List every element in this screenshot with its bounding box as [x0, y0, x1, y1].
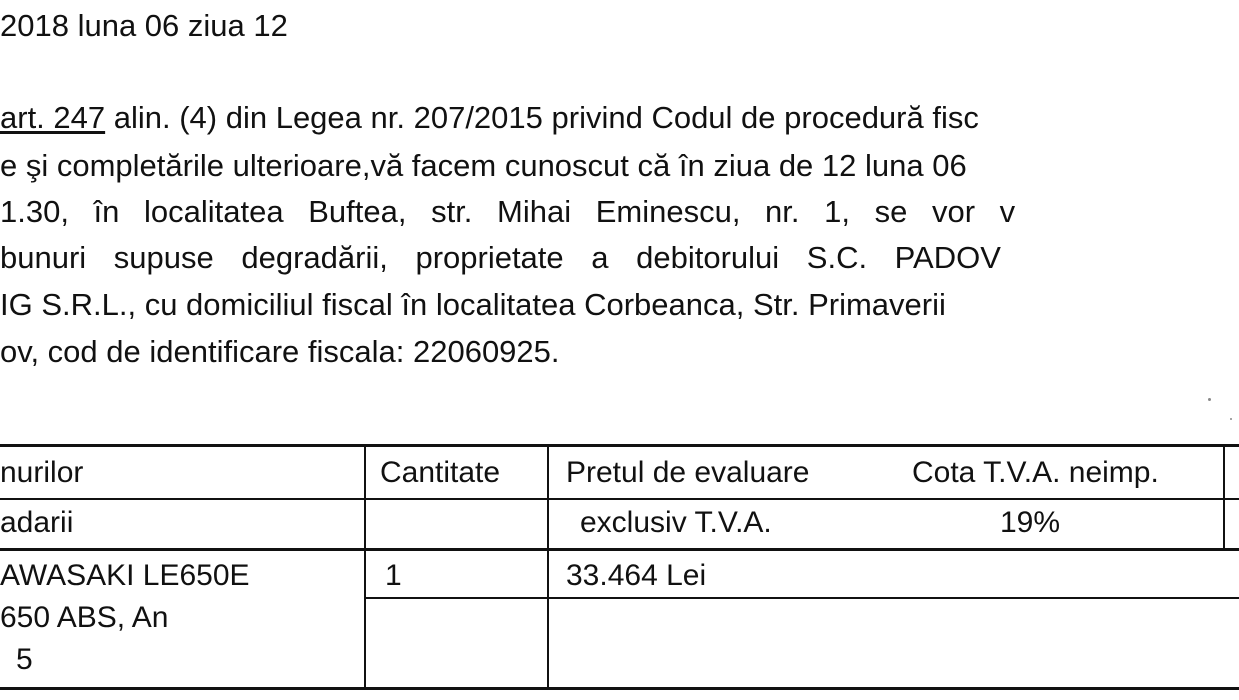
paragraph-line-5: IG S.R.L., cu domiciliul fiscal în localitatea Corbeanca, Str. Primaverii [0, 287, 946, 322]
table-header-vat: Cota T.V.A. neimp. [912, 456, 1159, 489]
table-body-divider [0, 548, 1239, 551]
table-subheader-price: exclusiv T.V.A. [580, 506, 772, 539]
paragraph-line-4: bunuri supuse degradării, proprietate a debitorului S.C. PADOV [0, 240, 1001, 275]
table-row-divider [364, 597, 1239, 599]
table-header-goods: nurilor [0, 456, 84, 489]
paragraph-line-2: e şi completările ulterioare,vă facem cunoscut că în ziua de 12 luna 06 [0, 148, 967, 183]
table-col-divider-1 [364, 447, 366, 687]
scan-speck [1208, 398, 1211, 401]
table-col-divider-2 [547, 447, 549, 687]
paragraph-line-1 [0, 100, 979, 136]
table-subheader-vat: 19% [1000, 506, 1061, 539]
scan-speck [1230, 418, 1232, 420]
table-row-price: 33.464 Lei [566, 559, 707, 592]
table-header-quantity: Cantitate [380, 456, 501, 489]
table-subheader-goods: adarii [0, 506, 74, 539]
table-header-divider [0, 498, 1239, 500]
legal-article-reference: art. 247 [0, 100, 106, 135]
table-row-desc-line-1: AWASAKI LE650E [0, 559, 250, 592]
paragraph-line-1-text: alin. (4) din Legea nr. 207/2015 privind Codul de procedură fisc [105, 100, 979, 135]
table-row-quantity: 1 [385, 559, 402, 592]
table-col-divider-3 [1223, 447, 1225, 549]
paragraph-line-6: ov, cod de identificare fiscala: 22060925. [0, 334, 560, 369]
paragraph-line-3: 1.30, în localitatea Buftea, str. Mihai Eminescu, nr. 1, se vor v [0, 194, 1016, 229]
goods-table [0, 444, 1239, 690]
table-row-desc-line-2: 650 ABS, An [0, 601, 169, 634]
date-line: 2018 luna 06 ziua 12 [0, 8, 288, 43]
table-row-desc-line-3: 5 [16, 643, 33, 676]
table-header-price: Pretul de evaluare [566, 456, 810, 489]
